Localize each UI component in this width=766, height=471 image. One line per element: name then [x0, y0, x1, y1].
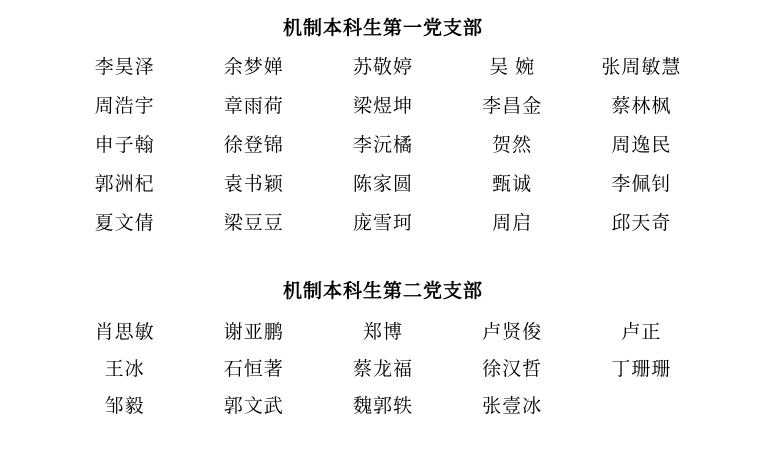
name-cell: 石恒著	[223, 358, 284, 380]
section-spacer	[60, 243, 706, 277]
table-row	[60, 126, 706, 165]
name-cell: 张壹冰	[482, 395, 543, 417]
name-cell: 贺然	[492, 135, 533, 157]
name-cell: 徐登锦	[223, 135, 284, 157]
name-cell: 卢正	[621, 321, 662, 343]
name-cell: 肖思敏	[94, 321, 155, 343]
party-branch-section-2	[60, 277, 706, 424]
name-cell: 蔡龙福	[352, 358, 413, 380]
name-cell: 吴 婉	[489, 57, 536, 79]
table-row	[60, 314, 706, 351]
name-cell: 李昌金	[482, 96, 543, 118]
name-cell: 苏敬婷	[352, 57, 413, 79]
table-row	[60, 388, 706, 425]
name-table	[60, 314, 706, 425]
name-cell: 谢亚鹏	[223, 321, 284, 343]
name-cell: 余梦婵	[223, 57, 284, 79]
name-cell: 郑博	[362, 321, 403, 343]
table-row	[60, 87, 706, 126]
name-cell: 丁珊珊	[611, 358, 672, 380]
name-cell: 夏文倩	[94, 213, 155, 235]
name-cell: 郭文武	[223, 395, 284, 417]
section-title: 机制本科生第一党支部	[282, 18, 483, 39]
name-cell: 陈家圆	[352, 174, 413, 196]
name-cell	[577, 388, 706, 425]
name-cell: 庞雪珂	[352, 213, 413, 235]
table-row	[60, 351, 706, 388]
name-cell: 梁煜坤	[352, 96, 413, 118]
table-row	[60, 204, 706, 243]
name-cell: 徐汉哲	[482, 358, 543, 380]
name-cell: 李佩钊	[611, 174, 672, 196]
party-branch-section-1	[60, 14, 706, 243]
name-cell: 蔡林枫	[611, 96, 672, 118]
name-cell: 袁书颖	[223, 174, 284, 196]
table-row	[60, 165, 706, 204]
name-cell: 李沅橘	[352, 135, 413, 157]
name-cell: 邱天奇	[611, 213, 672, 235]
name-cell: 周逸民	[611, 135, 672, 157]
name-cell: 郭洲杞	[94, 174, 155, 196]
name-cell: 周启	[492, 213, 533, 235]
name-cell: 张周敏慧	[601, 57, 682, 79]
name-cell: 甄诚	[492, 174, 533, 196]
name-cell: 邹毅	[104, 395, 145, 417]
name-cell: 周浩宇	[94, 96, 155, 118]
name-cell: 王冰	[104, 358, 145, 380]
name-cell: 申子翰	[94, 135, 155, 157]
name-table	[60, 48, 706, 243]
table-row	[60, 48, 706, 87]
section-title: 机制本科生第二党支部	[282, 281, 483, 303]
name-cell: 李昊泽	[94, 57, 155, 79]
name-cell: 梁豆豆	[223, 213, 284, 235]
name-cell: 魏郭轶	[352, 395, 413, 417]
name-cell: 章雨荷	[223, 96, 284, 118]
name-cell: 卢贤俊	[482, 321, 543, 343]
